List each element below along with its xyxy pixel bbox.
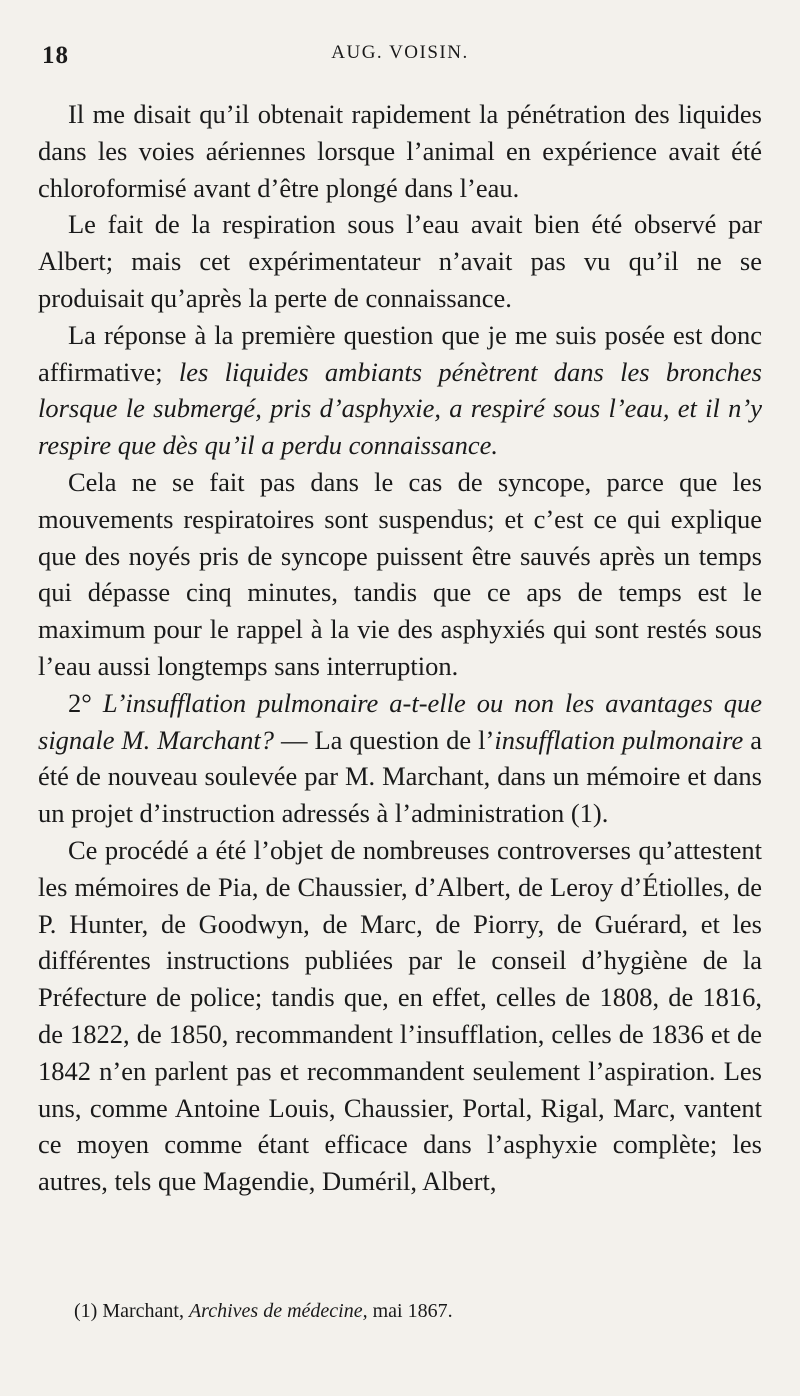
text-segment: Le fait de la respiration sous l’eau avait bien été observé par Albert; mais cet expérimentateur n’avait pas vu qu’il ne se produisait qu’après la perte de connaissance. xyxy=(38,209,762,313)
text-segment: Cela ne se fait pas dans le cas de syncope, parce que les mouvements respiratoires sont suspendus; et c’est ce qui explique que des noyés pris de syncope puissent être sauvés après un temps qui dépasse cinq minutes, tandis que ce aps de temps est le maximum pour le rappel à la vie des asphyxiés qui sont restés sous l’eau aussi longtemps sans interruption. xyxy=(38,466,762,681)
footnote xyxy=(74,1298,453,1324)
footnote-journal: Archives de médecine, xyxy=(188,1300,368,1322)
paragraph xyxy=(38,317,762,464)
paragraph xyxy=(38,206,762,316)
paragraph xyxy=(38,96,762,206)
paragraph xyxy=(38,685,762,832)
text-segment: Il me disait qu’il obtenait rapidement la pénétration des liquides dans les voies aériennes lorsque l’animal en expérience avait été chloroformisé avant d’être plongé dans l’eau. xyxy=(38,99,762,203)
text-segment: a été de nouveau soulevée par M. Marchant, dans un mémoire et dans un projet d’instruction adressés à l’administration (1). xyxy=(38,724,762,829)
body-text xyxy=(38,96,762,1200)
footnote-author: Marchant, xyxy=(102,1300,184,1322)
text-segment: — La question de l’ xyxy=(273,724,495,755)
text-segment: 2° xyxy=(68,687,103,718)
paragraph xyxy=(38,464,762,685)
italic-text: les liquides ambiants pénètrent dans les bronches lorsque le submergé, pris d’asphyxie, a respiré sous l’eau, et il n’y respire que dès qu’il a perdu connaissance. xyxy=(38,356,762,461)
page-number: 18 xyxy=(42,42,69,69)
italic-text: L’insufflation pulmonaire a-t-elle ou non les avantages que signale M. Marchant? xyxy=(38,687,762,755)
footnote-marker: (1) xyxy=(74,1300,98,1322)
running-head xyxy=(38,28,762,68)
footnote-date: mai 1867. xyxy=(372,1300,453,1322)
running-head-author: AUG. VOISIN. xyxy=(331,42,469,63)
italic-text: insufflation pulmonaire xyxy=(494,724,744,755)
paragraph xyxy=(38,832,762,1200)
text-segment: Ce procédé a été l’objet de nombreuses controverses qu’attestent les mémoires de Pia, de Chaussier, d’Albert, de Leroy d’Étiolles, de P. Hunter, de Goodwyn, de Marc, de Piorry, de Guérard, et les différentes instructions publiées par le conseil d’hygiène de la Préfecture de police; tandis que, en effet, celles de 1808, de 1816, de 1822, de 1850, recommandent l’insufflation, celles de 1836 et de 1842 n’en parlent pas et recommandent seulement l’aspiration. Les uns, comme Antoine Louis, Chaussier, Portal, Rigal, Marc, vantent ce moyen comme étant efficace dans l’asphyxie complète; les autres, tels que Magendie, Duméril, Albert, xyxy=(38,834,762,1197)
text-segment: La réponse à la première question que je me suis posée est donc affirmative; xyxy=(38,319,762,387)
